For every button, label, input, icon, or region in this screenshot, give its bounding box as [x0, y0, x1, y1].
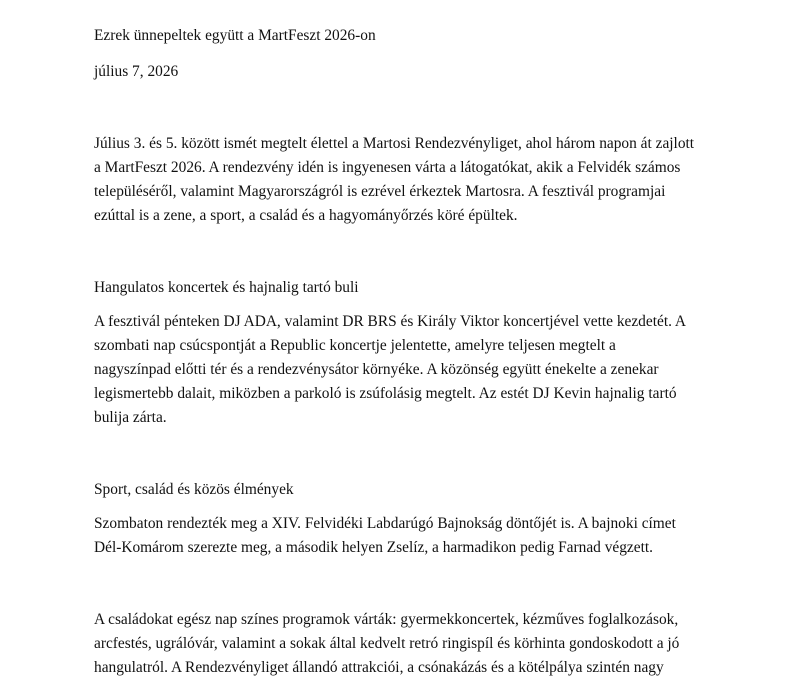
section-paragraph	[94, 512, 734, 560]
paragraph-line: bulija zárta.	[94, 409, 167, 426]
paragraph-line: legismertebb dalait, miközben a parkoló is zsúfolásig megtelt. Az estét DJ Kevin hajnalig tartó	[94, 385, 677, 402]
paragraph-line: Szombaton rendezték meg a XIV. Felvidéki Labdarúgó Bajnokság döntőjét is. A bajnoki címet	[94, 515, 676, 532]
section-paragraph	[94, 608, 734, 680]
document-date: július 7, 2026	[94, 63, 179, 80]
paragraph-line: településéről, valamint Magyarországról is ezrével érkeztek Martosra. A fesztivál programjai	[94, 183, 666, 200]
document-page	[94, 24, 734, 680]
spacer	[94, 84, 734, 132]
paragraph-line: A fesztivál pénteken DJ ADA, valamint DR BRS és Király Viktor koncertjével vette kezdetét. A	[94, 313, 687, 330]
paragraph-line: A családokat egész nap színes programok várták: gyermekkoncertek, kézműves foglalkozások,	[94, 611, 679, 628]
paragraph-line: szombati nap csúcspontját a Republic koncertje jelentette, amelyre teljesen megtelt a	[94, 337, 616, 354]
section-heading: Hangulatos koncertek és hajnalig tartó buli	[94, 279, 359, 296]
spacer	[94, 560, 734, 608]
paragraph-line: ezúttal is a zene, a sport, a család és a hagyományőrzés köré épültek.	[94, 207, 518, 224]
paragraph-line: Július 3. és 5. között ismét megtelt élettel a Martosi Rendezvényliget, ahol három napon át zajlott	[94, 135, 695, 152]
paragraph-line: hangulatról. A Rendezvényliget állandó attrakciói, a csónakázás és a kötélpálya szintén nagy	[94, 659, 664, 676]
section-paragraph	[94, 310, 734, 430]
paragraph-line: a MartFeszt 2026. A rendezvény idén is ingyenesen várta a látogatókat, akik a Felvidék számos	[94, 159, 681, 176]
paragraph-line: Dél-Komárom szerezte meg, a második helyen Zselíz, a harmadikon pedig Farnad végzett.	[94, 539, 653, 556]
paragraph-line: nagyszínpad előtti tér és a rendezvénysátor környéke. A közönség együtt énekelte a zenekar	[94, 361, 659, 378]
intro-paragraph	[94, 132, 734, 228]
spacer	[94, 430, 734, 478]
paragraph-line: arcfestés, ugrálóvár, valamint a sokak által kedvelt retró ringispíl és körhinta gondoskodott a jó	[94, 635, 680, 652]
section-heading: Sport, család és közös élmények	[94, 481, 294, 498]
spacer	[94, 228, 734, 276]
document-title: Ezrek ünnepeltek együtt a MartFeszt 2026-on	[94, 27, 376, 44]
